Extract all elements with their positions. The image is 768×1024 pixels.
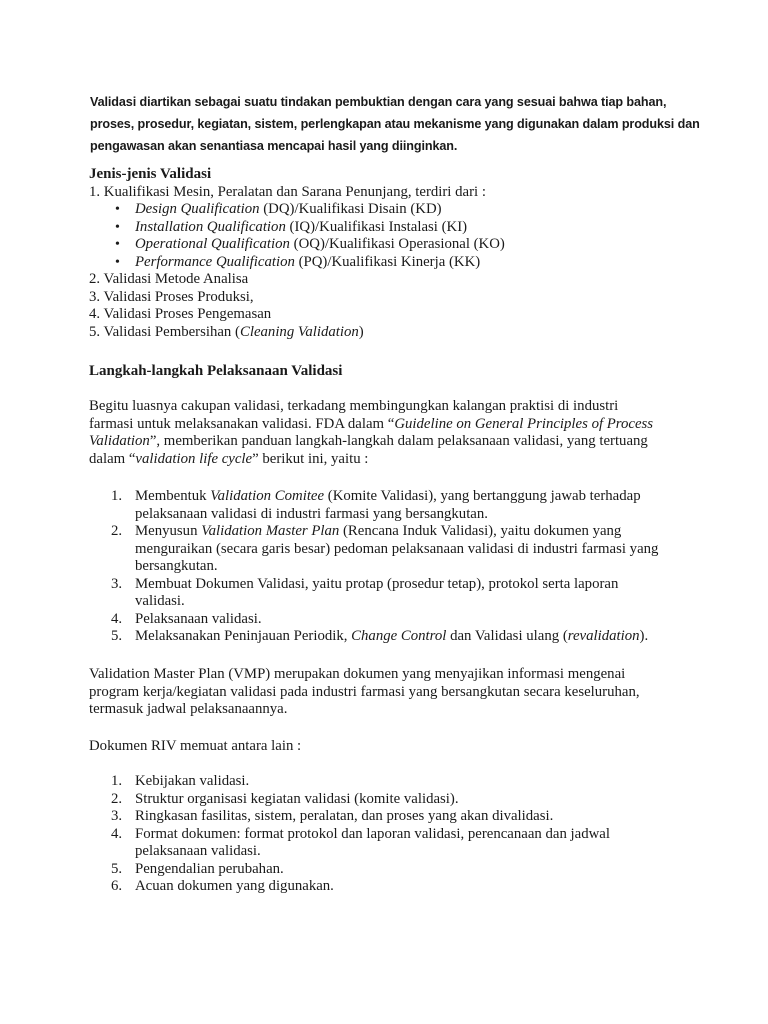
- step-line: pelaksanaan validasi di industri farmasi yang bersangkutan.: [135, 505, 488, 522]
- paragraph-italic: validation life cycle: [135, 450, 253, 467]
- step-text: Membentuk: [135, 488, 211, 504]
- step-line: [135, 488, 689, 506]
- step-text: dan Validasi ulang (: [446, 628, 568, 644]
- riv-number: 3.: [111, 808, 123, 824]
- riv-number: 1.: [111, 773, 123, 789]
- langkah-heading-block: [89, 363, 689, 381]
- riv-line: Format dokumen: format protokol dan laporan validasi, perencanaan dan jadwal: [135, 825, 610, 842]
- step-item: [89, 576, 689, 611]
- riv-item: [89, 808, 689, 826]
- jenis-heading: Jenis-jenis Validasi: [89, 166, 212, 182]
- step-number: 5.: [111, 628, 123, 644]
- qualification-item: [89, 201, 689, 219]
- riv-line: Acuan dokumen yang digunakan.: [135, 878, 334, 894]
- riv-number: 4.: [111, 825, 123, 842]
- step-item: [89, 523, 689, 576]
- step-line: Pelaksanaan validasi.: [135, 610, 262, 627]
- paragraph-text: dalam “: [89, 450, 136, 467]
- step-line: [135, 628, 689, 646]
- step-number: 1.: [111, 488, 123, 504]
- paragraph-text: ” berikut ini, yaitu :: [252, 450, 369, 467]
- riv-list-block: [89, 773, 689, 896]
- riv-line: Struktur organisasi kegiatan validasi (komite validasi).: [135, 790, 459, 807]
- langkah-heading: Langkah-langkah Pelaksanaan Validasi: [89, 363, 343, 379]
- vmp-paragraph: [89, 666, 689, 719]
- paragraph-italic: Guideline on General Principles of Process: [394, 415, 654, 432]
- qualification-detail: (OQ)/Kualifikasi Operasional (KO): [289, 236, 505, 252]
- step-text: (Rencana Induk Validasi), yaitu dokumen yang: [339, 523, 622, 539]
- paragraph-text: farmasi untuk melaksanakan validasi. FDA dalam “: [89, 415, 395, 432]
- paragraph-italic: Validation: [89, 433, 150, 449]
- jenis-item-5: [89, 324, 689, 342]
- qualification-item: [89, 219, 689, 237]
- step-item: [89, 628, 689, 646]
- riv-intro: Dokumen RIV memuat antara lain :: [89, 738, 302, 754]
- riv-list: [89, 773, 689, 896]
- jenis-item-2: 2. Validasi Metode Analisa: [89, 271, 249, 287]
- jenis-item-5-close: ): [358, 323, 364, 340]
- step-number: 3.: [111, 575, 123, 592]
- qualification-name: Design Qualification: [135, 201, 260, 217]
- step-item: [89, 611, 689, 629]
- step-italic: Change Control: [351, 628, 447, 644]
- step-italic: Validation Master Plan: [201, 523, 340, 539]
- qualification-name: Operational Qualification: [135, 236, 290, 252]
- riv-item: [89, 878, 689, 896]
- qualification-item: [89, 254, 689, 272]
- riv-item: [89, 773, 689, 791]
- step-line: menguraikan (secara garis besar) pedoman pelaksanaan validasi di industri farmasi yang: [135, 540, 659, 557]
- vmp-line: termasuk jadwal pelaksanaannya.: [89, 701, 288, 717]
- qualification-detail: (IQ)/Kualifikasi Instalasi (KI): [285, 218, 468, 235]
- riv-intro-block: [89, 738, 689, 756]
- langkah-paragraph: [89, 398, 689, 468]
- vmp-line: program kerja/kegiatan validasi pada industri farmasi yang bersangkutan secara keseluruhan,: [89, 683, 640, 700]
- paragraph-line: [89, 451, 689, 469]
- jenis-item-1: 1. Kualifikasi Mesin, Peralatan dan Sarana Penunjang, terdiri dari :: [89, 183, 486, 200]
- qualification-list: [89, 201, 689, 271]
- jenis-item-5-text: 5. Validasi Pembersihan (: [89, 323, 240, 340]
- paragraph-text: ”, memberikan panduan langkah-langkah dalam pelaksanaan validasi, yang tertuang: [149, 433, 648, 449]
- step-text: Melaksanakan Peninjauan Periodik,: [135, 628, 352, 644]
- riv-item: [89, 826, 689, 861]
- intro-line: pengawasan akan senantiasa mencapai hasil yang diinginkan.: [90, 139, 458, 153]
- vmp-line: Validation Master Plan (VMP) merupakan dokumen yang menyajikan informasi mengenai: [89, 666, 626, 682]
- paragraph-line: [89, 416, 689, 434]
- qualification-detail: (DQ)/Kualifikasi Disain (KD): [259, 201, 442, 217]
- step-text: ).: [639, 628, 649, 644]
- riv-line: Ringkasan fasilitas, sistem, peralatan, dan proses yang akan divalidasi.: [135, 808, 554, 824]
- qualification-item: [89, 236, 689, 254]
- riv-line: Kebijakan validasi.: [135, 773, 250, 789]
- step-italic: Validation Comitee: [210, 488, 325, 504]
- step-line: Membuat Dokumen Validasi, yaitu protap (prosedur tetap), protokol serta laporan: [135, 575, 619, 592]
- steps-list: [89, 488, 689, 646]
- jenis-item-5-italic: Cleaning Validation: [239, 323, 359, 340]
- step-number: 2.: [111, 523, 123, 539]
- jenis-item-4: 4. Validasi Proses Pengemasan: [89, 306, 272, 322]
- jenis-section: [89, 166, 689, 341]
- step-line: bersangkutan.: [135, 558, 218, 574]
- step-line: [135, 523, 689, 541]
- riv-line: pelaksanaan validasi.: [135, 843, 261, 859]
- intro-paragraph: [90, 91, 700, 157]
- step-text: Menyusun: [135, 523, 202, 539]
- step-number: 4.: [111, 610, 123, 627]
- riv-number: 6.: [111, 878, 123, 894]
- step-italic: revalidation: [567, 628, 640, 644]
- riv-number: 2.: [111, 790, 123, 807]
- step-item: [89, 488, 689, 523]
- paragraph-line: [89, 433, 689, 451]
- langkah-steps: [89, 488, 689, 646]
- jenis-item-3: 3. Validasi Proses Produksi,: [89, 288, 254, 305]
- riv-item: [89, 791, 689, 809]
- qualification-name: Performance Qualification: [135, 253, 295, 270]
- riv-number: 5.: [111, 860, 123, 877]
- paragraph-line: Begitu luasnya cakupan validasi, terkadang membingungkan kalangan praktisi di industri: [89, 398, 619, 414]
- qualification-name: Installation Qualification: [135, 218, 286, 235]
- intro-line: Validasi diartikan sebagai suatu tindakan pembuktian dengan cara yang sesuai bahwa tiap bahan,: [90, 95, 667, 109]
- qualification-detail: (PQ)/Kualifikasi Kinerja (KK): [294, 253, 481, 270]
- intro-line: proses, prosedur, kegiatan, sistem, perlengkapan atau mekanisme yang digunakan dalam produksi dan: [90, 117, 700, 131]
- step-text: (Komite Validasi), yang bertanggung jawab terhadap: [324, 488, 641, 504]
- riv-line: Pengendalian perubahan.: [135, 860, 284, 877]
- riv-item: [89, 861, 689, 879]
- step-line: validasi.: [135, 593, 185, 609]
